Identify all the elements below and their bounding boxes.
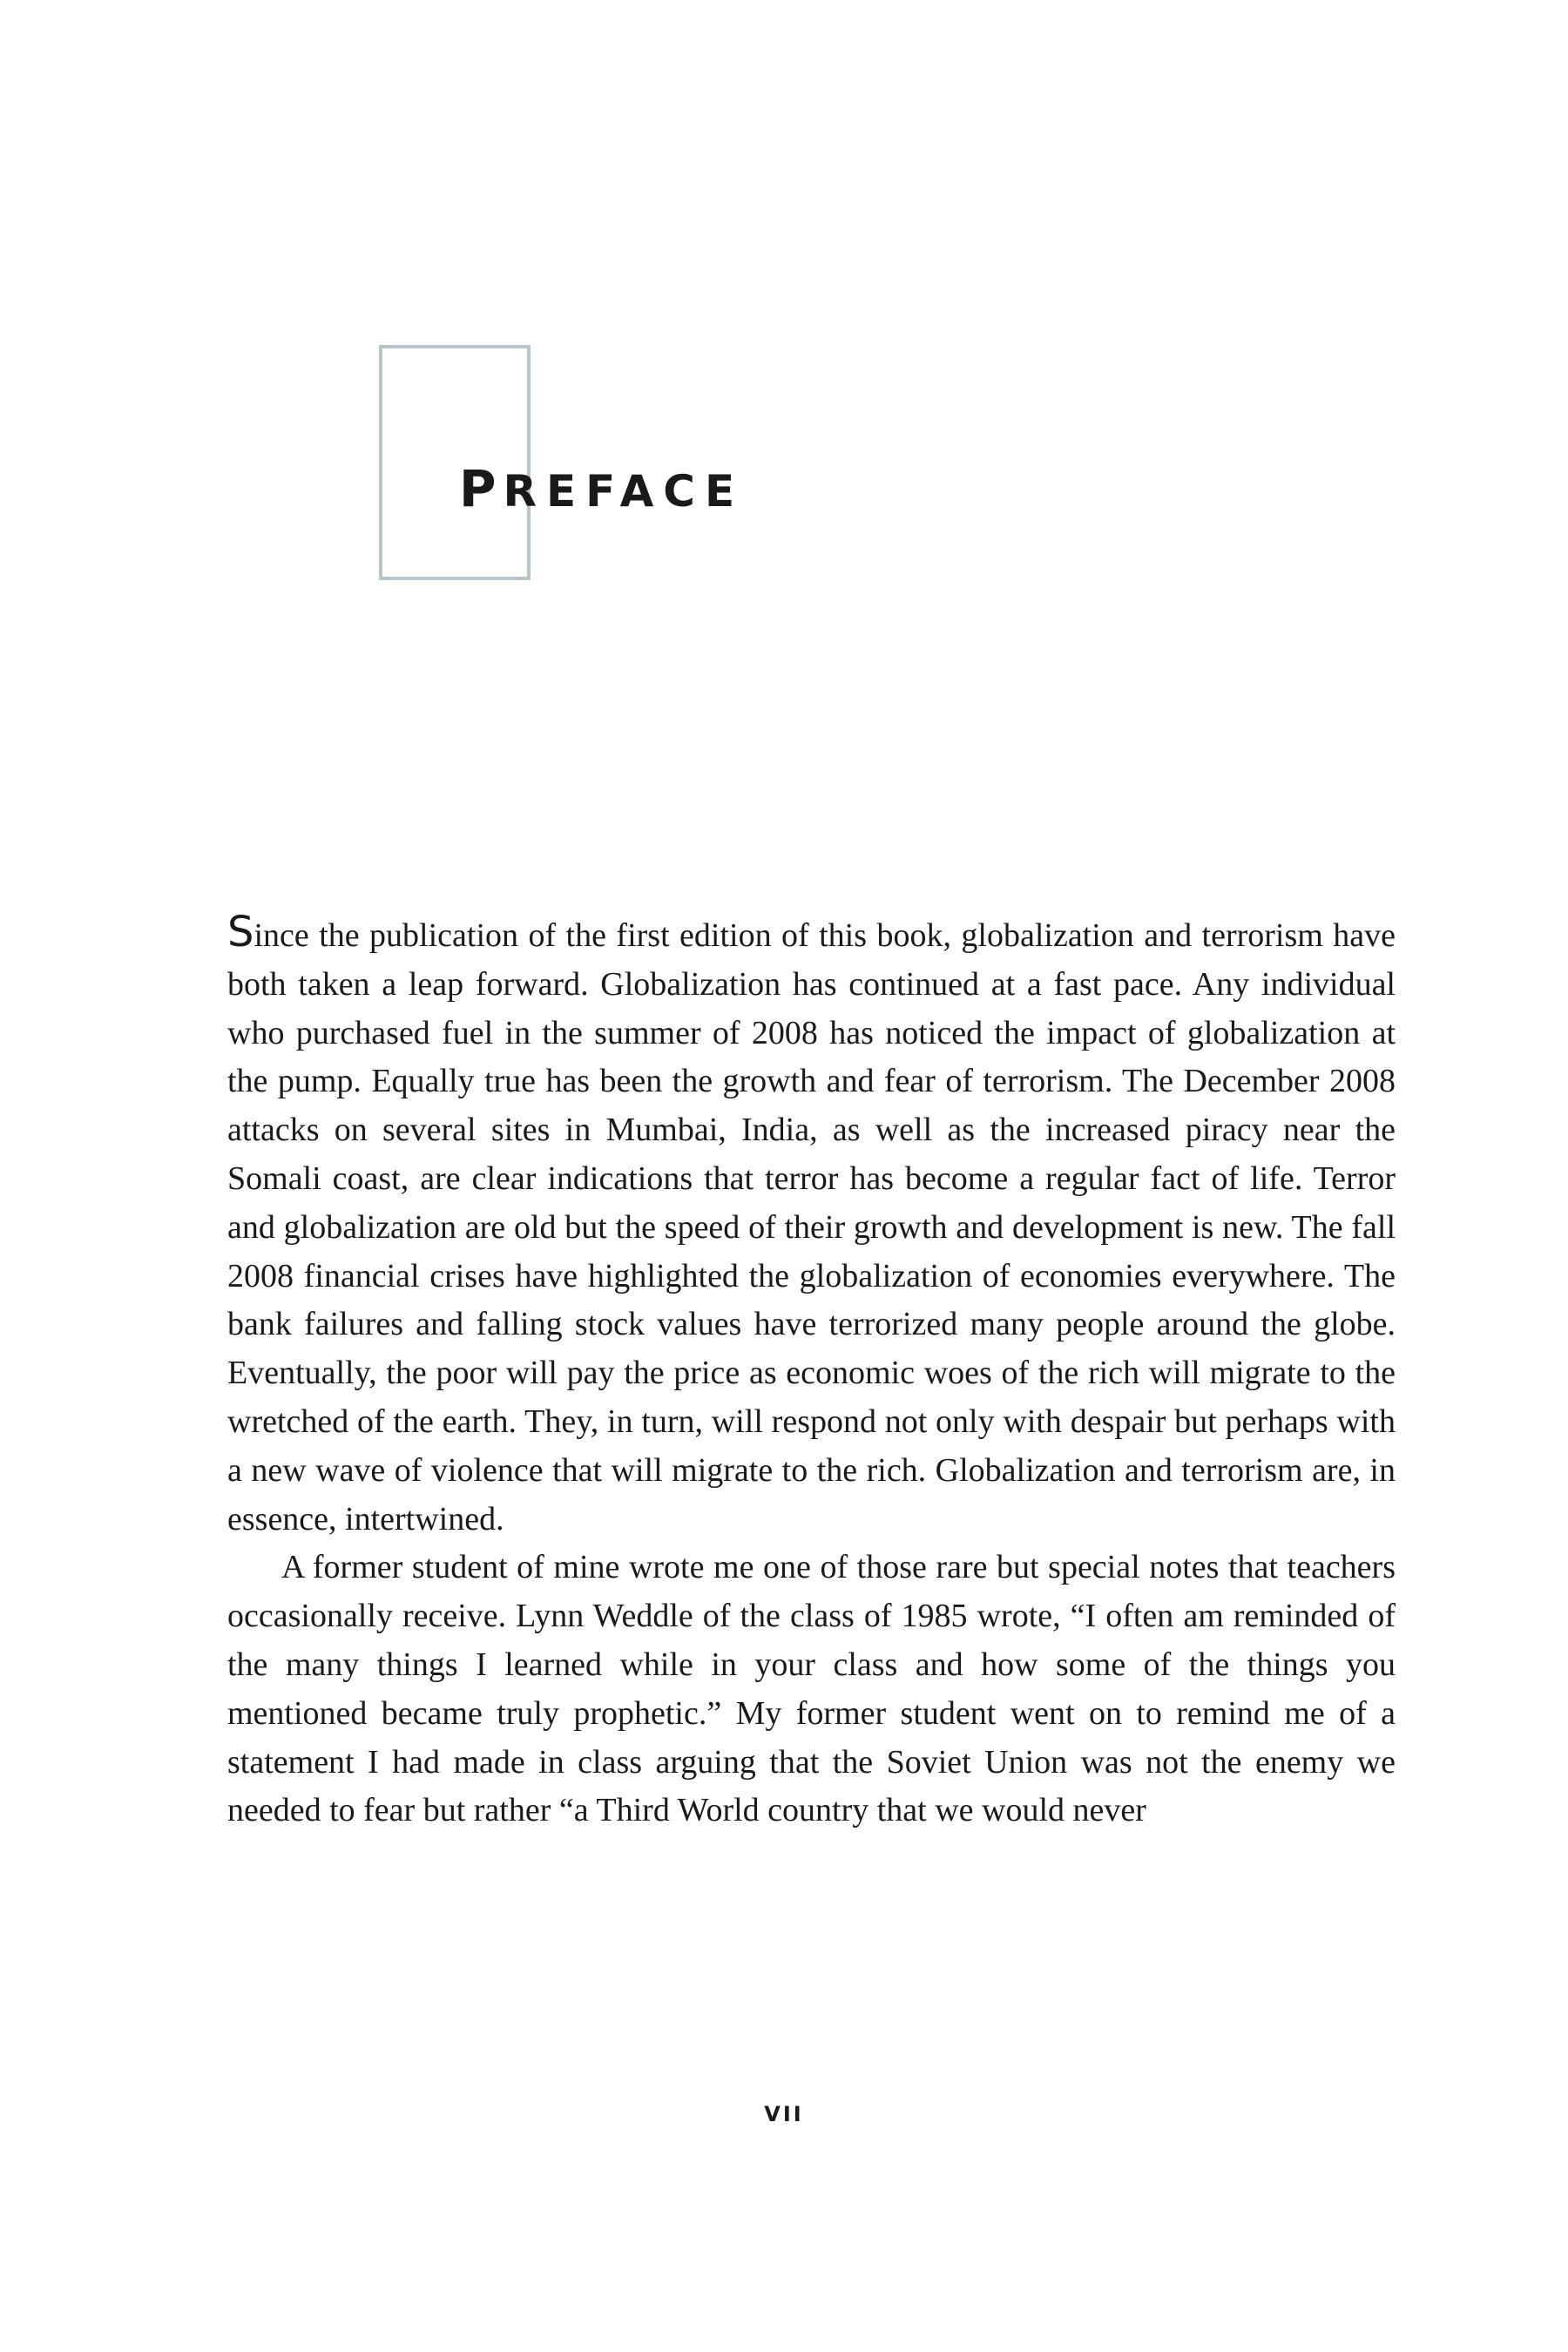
paragraph-1-initial: S bbox=[227, 908, 254, 956]
page-number: VII bbox=[764, 2102, 804, 2126]
chapter-title bbox=[459, 459, 745, 518]
paragraph-2: A former student of mine wrote me one of those rare but special notes that teachers occasionally receive. Lynn Weddle of the class of 1985 wrote, “I often am reminded of the many things I learned while in your class and how some of the things you mentioned became truly prophetic.” My former student went on to remind me of a statement I had made in class arguing that the Soviet Union was not the enemy we needed to fear but rather “a Third World country that we would never bbox=[227, 1549, 1396, 1829]
paragraph-1-text: ince the publication of the first edition of this book, globalization and terrorism have both taken a leap forward. Globalization has continued at a fast pace. Any individual who purchased fuel in the summer of 2008 has noticed the impact of globalization at the pump. Equally true has been the growth and fear of terrorism. The December 2008 attacks on several sites in Mumbai, India, as well as the increased piracy near the Somali coast, are clear indications that terror has become a regular fact of life. Terror and globalization are old but the speed of their growth and development is new. The fall 2008 financial crises have highlighted the globalization of economies everywhere. The bank failures and falling stock values have terrorized many people around the globe. Eventually, the poor will pay the price as economic woes of the rich will migrate to the wretched of the earth. They, in turn, will respond not only with despair but perhaps with a new wave of violence that will migrate to the rich. Globalization and terrorism are, in essence, intertwined. bbox=[227, 917, 1396, 1538]
chapter-title-initial: P bbox=[459, 459, 504, 518]
body-text bbox=[227, 908, 1396, 1835]
title-frame-decoration bbox=[379, 345, 531, 580]
chapter-title-rest: REFACE bbox=[503, 466, 745, 517]
paragraph-1 bbox=[227, 908, 1396, 1544]
